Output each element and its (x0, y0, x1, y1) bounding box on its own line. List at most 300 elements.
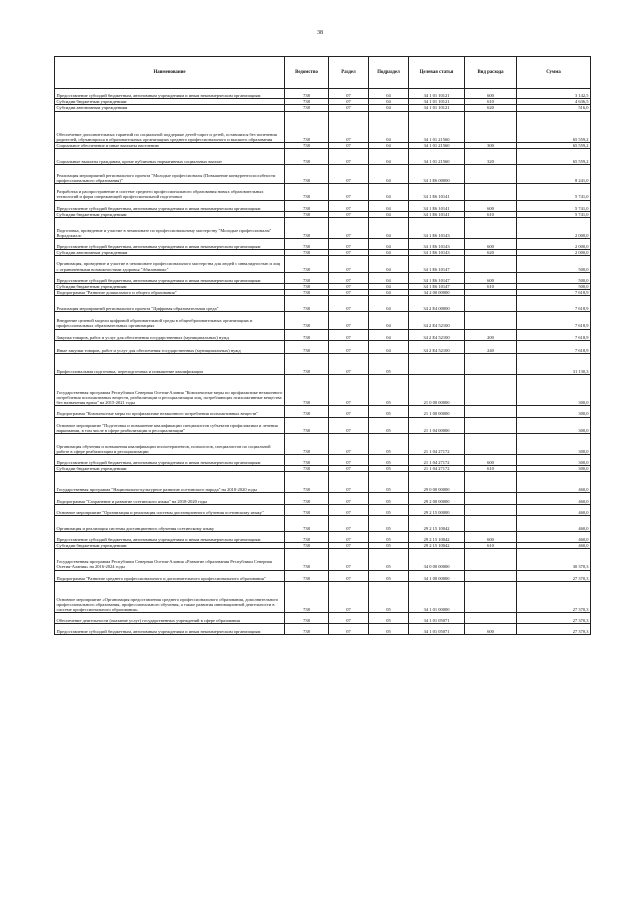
row-department-cell: 738 (285, 375, 329, 406)
row-section-cell: 07 (329, 111, 369, 142)
table-row (55, 165, 591, 184)
row-sum-cell: 8 241,0 (517, 165, 591, 184)
table-row (55, 353, 591, 374)
row-target-article-cell: 34 1 E6 00000 (409, 165, 465, 184)
table-row (55, 504, 591, 515)
row-name-cell: Социальное обеспечение и иные выплаты населению (55, 142, 285, 148)
row-name-cell: Профессиональная подготовка, переподготовка и повышение квалификации (55, 353, 285, 374)
row-name-cell: Подпрограмма "Сохранение и развитие осетинского языка" на 2018-2020 годы (55, 493, 285, 504)
row-target-article-cell: 34 2 00 00000 (409, 290, 465, 296)
row-expense-type-cell: 600 (465, 200, 517, 211)
row-department-cell: 738 (285, 417, 329, 433)
row-sum-cell: 300,0 (517, 406, 591, 417)
row-sum-cell: 30 370,3 (517, 549, 591, 570)
row-name-cell: Субсидии бюджетным учреждениям (55, 99, 285, 105)
row-department-cell: 738 (285, 329, 329, 340)
row-name-cell: Разработка и распространение в системе среднего профессионального образования новых образовательных технологий и форм опережающей профессиональной подготовки (55, 184, 285, 200)
table-row (55, 375, 591, 406)
row-name-cell: Субсидии бюджетным учреждениям (55, 283, 285, 289)
row-expense-type-cell: 610 (465, 211, 517, 217)
row-department-cell: 738 (285, 472, 329, 493)
row-department-cell: 738 (285, 612, 329, 623)
row-department-cell: 738 (285, 142, 329, 148)
row-name-cell: Предоставление субсидий бюджетным, автономным учреждениям и иным некоммерческим организациям (55, 239, 285, 250)
row-target-article-cell: 34 2 E4 52100 (409, 312, 465, 329)
page-number: 38 (317, 30, 323, 36)
row-subsection-cell: 04 (369, 211, 409, 217)
row-sum-cell: 27 370,3 (517, 570, 591, 581)
row-department-cell: 738 (285, 148, 329, 164)
row-department-cell: 738 (285, 165, 329, 184)
row-section-cell: 07 (329, 454, 369, 465)
row-target-article-cell: 34 1 00 00000 (409, 570, 465, 581)
row-subsection-cell: 05 (369, 504, 409, 515)
row-target-article-cell: 34 0 00 00000 (409, 549, 465, 570)
header-name: Наименование (55, 57, 285, 89)
row-name-cell: Субсидии бюджетным учреждениям (55, 466, 285, 472)
row-sum-cell: 27 370,3 (517, 612, 591, 623)
row-target-article-cell (409, 353, 465, 374)
table-row (55, 549, 591, 570)
row-target-article-cell: 21 0 00 00000 (409, 375, 465, 406)
row-department-cell: 738 (285, 624, 329, 635)
row-department-cell: 738 (285, 200, 329, 211)
row-department-cell: 738 (285, 433, 329, 454)
row-department-cell: 738 (285, 532, 329, 543)
row-sum-cell: 300,0 (517, 375, 591, 406)
row-department-cell: 738 (285, 184, 329, 200)
row-sum-cell: 460,0 (517, 493, 591, 504)
row-name-cell: Организация и реализация системы дистанционного обучения осетинскому языку (55, 515, 285, 531)
row-section-cell: 07 (329, 142, 369, 148)
table-row (55, 89, 591, 99)
row-department-cell: 738 (285, 89, 329, 99)
row-target-article-cell: 34 1 E6 10141 (409, 184, 465, 200)
row-section-cell: 07 (329, 493, 369, 504)
row-department-cell: 738 (285, 581, 329, 612)
row-subsection-cell: 04 (369, 250, 409, 256)
row-department-cell: 738 (285, 99, 329, 105)
table-row (55, 296, 591, 312)
row-expense-type-cell: 300 (465, 142, 517, 148)
row-target-article-cell: 34 1 E6 10143 (409, 217, 465, 238)
row-department-cell: 738 (285, 217, 329, 238)
row-department-cell: 738 (285, 340, 329, 353)
row-name-cell: Государственная программа Республики Северная Осетия-Алания "Комплексные меры по профилактике незаконного потребления психоактивных веществ, реабилитации и ресоциализации лиц, потребляющих психоактивные вещества без назначения врача" на 2015-2021 годы (55, 375, 285, 406)
table-row (55, 570, 591, 581)
row-expense-type-cell (465, 217, 517, 238)
row-section-cell: 07 (329, 200, 369, 211)
row-section-cell: 07 (329, 504, 369, 515)
row-subsection-cell: 05 (369, 454, 409, 465)
row-target-article-cell: 29 2 15 10042 (409, 515, 465, 531)
row-target-article-cell: 21 1 04 27172 (409, 454, 465, 465)
row-subsection-cell: 04 (369, 312, 409, 329)
row-section-cell: 07 (329, 296, 369, 312)
row-expense-type-cell (465, 353, 517, 374)
budget-table (54, 56, 591, 635)
table-row (55, 472, 591, 493)
row-sum-cell: 300,0 (517, 466, 591, 472)
row-name-cell: Организация, проведение и участие в чемпионате профессионального мастерства для людей с инвалидностью и лиц с ограниченными возможностями здоровья "Абилимпикс" (55, 256, 285, 272)
row-department-cell: 738 (285, 272, 329, 283)
row-target-article-cell: 34 2 E4 00000 (409, 296, 465, 312)
row-expense-type-cell (465, 184, 517, 200)
row-subsection-cell: 05 (369, 417, 409, 433)
row-section-cell: 07 (329, 581, 369, 612)
row-section-cell: 07 (329, 250, 369, 256)
row-sum-cell: 7 618,9 (517, 296, 591, 312)
row-sum-cell: 500,0 (517, 272, 591, 283)
row-subsection-cell: 05 (369, 624, 409, 635)
row-section-cell: 07 (329, 532, 369, 543)
row-sum-cell: 3 142,5 (517, 89, 591, 99)
row-subsection-cell: 04 (369, 290, 409, 296)
row-section-cell: 07 (329, 184, 369, 200)
row-department-cell: 738 (285, 250, 329, 256)
row-sum-cell: 7 618,9 (517, 329, 591, 340)
table-row (55, 184, 591, 200)
row-department-cell: 738 (285, 466, 329, 472)
row-section-cell: 07 (329, 515, 369, 531)
row-section-cell: 07 (329, 340, 369, 353)
row-sum-cell: 65 559,2 (517, 111, 591, 142)
row-subsection-cell: 05 (369, 375, 409, 406)
row-name-cell: Подпрограмма "Комплексные меры по профилактике незаконного потребления психоактивных веществ" (55, 406, 285, 417)
row-target-article-cell: 34 1 01 00000 (409, 581, 465, 612)
row-department-cell: 738 (285, 256, 329, 272)
row-name-cell: Предоставление субсидий бюджетным, автономным учреждениям и иным некоммерческим организациям (55, 200, 285, 211)
row-target-article-cell: 34 1 01 10121 (409, 89, 465, 99)
table-row (55, 148, 591, 164)
row-name-cell: Внедрение целевой модели цифровой образовательной среды в общеобразовательных организациях и профессиональных образовательных организациях (55, 312, 285, 329)
row-name-cell: Субсидии бюджетным учреждениям (55, 211, 285, 217)
row-expense-type-cell (465, 515, 517, 531)
row-subsection-cell: 04 (369, 256, 409, 272)
row-sum-cell: 2 000,0 (517, 239, 591, 250)
row-section-cell: 07 (329, 99, 369, 105)
row-section-cell: 07 (329, 406, 369, 417)
row-section-cell: 07 (329, 256, 369, 272)
row-name-cell: Обеспечение дополнительных гарантий по социальной поддержке детей-сирот и детей, оставшихся без попечения родителей, обучающихся в образовательных организациях среднего профессионального и высшего образования (55, 111, 285, 142)
row-expense-type-cell (465, 570, 517, 581)
row-expense-type-cell: 600 (465, 272, 517, 283)
table-row (55, 417, 591, 433)
row-expense-type-cell (465, 612, 517, 623)
header-department: Ведомство (285, 57, 329, 89)
row-subsection-cell: 05 (369, 543, 409, 549)
row-section-cell: 07 (329, 466, 369, 472)
row-name-cell: Обеспечение деятельности (оказание услуг) государственных учреждений в сфере образования (55, 612, 285, 623)
row-expense-type-cell: 600 (465, 624, 517, 635)
row-subsection-cell: 04 (369, 296, 409, 312)
row-target-article-cell: 34 1 01 21560 (409, 142, 465, 148)
row-expense-type-cell: 320 (465, 148, 517, 164)
row-section-cell: 07 (329, 290, 369, 296)
row-expense-type-cell (465, 375, 517, 406)
row-expense-type-cell (465, 296, 517, 312)
row-sum-cell: 4 636,5 (517, 99, 591, 105)
row-department-cell: 738 (285, 211, 329, 217)
row-subsection-cell: 04 (369, 272, 409, 283)
row-department-cell: 738 (285, 543, 329, 549)
header-expense-type: Вид расхода (465, 57, 517, 89)
row-subsection-cell: 04 (369, 239, 409, 250)
row-expense-type-cell (465, 581, 517, 612)
row-section-cell: 07 (329, 283, 369, 289)
row-subsection-cell: 05 (369, 466, 409, 472)
row-name-cell: Государственная программа "Национально-культурное развитие осетинского народа" на 2018-2020 годы (55, 472, 285, 493)
row-target-article-cell: 29 2 15 10042 (409, 532, 465, 543)
row-department-cell: 738 (285, 570, 329, 581)
row-subsection-cell: 04 (369, 142, 409, 148)
row-subsection-cell: 04 (369, 148, 409, 164)
row-name-cell: Основное мероприятие "Подготовка и повышение квалификации специалистов субъектов профилактики и лечения наркомании, в том числе в сфере реабилитации и ресоциализации" (55, 417, 285, 433)
row-sum-cell: 300,0 (517, 433, 591, 454)
row-expense-type-cell: 610 (465, 283, 517, 289)
table-row (55, 515, 591, 531)
row-sum-cell: 300,0 (517, 417, 591, 433)
row-target-article-cell: 34 1 E6 10143 (409, 239, 465, 250)
table-row (55, 272, 591, 283)
row-sum-cell: 31 130,3 (517, 353, 591, 374)
table-row (55, 340, 591, 353)
row-section-cell: 07 (329, 612, 369, 623)
row-expense-type-cell (465, 111, 517, 142)
table-row (55, 624, 591, 635)
row-target-article-cell: 29 2 15 10042 (409, 543, 465, 549)
row-department-cell: 738 (285, 504, 329, 515)
row-expense-type-cell (465, 504, 517, 515)
table-row (55, 256, 591, 272)
row-subsection-cell: 04 (369, 165, 409, 184)
row-target-article-cell: 34 1 01 21560 (409, 148, 465, 164)
row-name-cell: Предоставление субсидий бюджетным, автономным учреждениям и иным некоммерческим организациям (55, 89, 285, 99)
row-name-cell: Предоставление субсидий бюджетным, автономным учреждениям и иным некоммерческим организациям (55, 454, 285, 465)
row-sum-cell: 460,0 (517, 532, 591, 543)
row-sum-cell: 460,0 (517, 472, 591, 493)
row-sum-cell: 2 000,0 (517, 250, 591, 256)
header-target-article: Целевая статья (409, 57, 465, 89)
row-section-cell: 07 (329, 105, 369, 111)
row-name-cell: Субсидии автономным учреждениям (55, 250, 285, 256)
row-expense-type-cell (465, 417, 517, 433)
row-target-article-cell: 34 1 E6 10143 (409, 250, 465, 256)
row-department-cell: 738 (285, 296, 329, 312)
row-expense-type-cell: 200 (465, 329, 517, 340)
row-target-article-cell: 34 1 01 21560 (409, 111, 465, 142)
row-subsection-cell: 04 (369, 283, 409, 289)
row-target-article-cell: 29 0 00 00000 (409, 472, 465, 493)
row-name-cell: Реализация мероприятий регионального проекта "Молодые профессионалы (Повышение конкурентоспособности профессионального образования)" (55, 165, 285, 184)
row-target-article-cell: 34 1 01 10121 (409, 99, 465, 105)
row-expense-type-cell: 610 (465, 466, 517, 472)
row-section-cell: 07 (329, 148, 369, 164)
row-subsection-cell: 05 (369, 532, 409, 543)
row-expense-type-cell (465, 433, 517, 454)
row-department-cell: 738 (285, 290, 329, 296)
row-name-cell: Организация обучения и повышения квалификации психотерапевтов, психологов, специалистов по социальной работе в сфере реабилитации и ресоциализации (55, 433, 285, 454)
row-target-article-cell: 34 1 01 05071 (409, 612, 465, 623)
row-department-cell: 738 (285, 493, 329, 504)
row-target-article-cell: 34 1 E6 10141 (409, 200, 465, 211)
row-expense-type-cell: 600 (465, 454, 517, 465)
row-section-cell: 07 (329, 353, 369, 374)
row-name-cell: Подпрограмма "Развитие дошкольного и общего образования" (55, 290, 285, 296)
row-name-cell: Субсидии бюджетным учреждениям (55, 543, 285, 549)
row-sum-cell: 5 741,0 (517, 211, 591, 217)
row-subsection-cell: 05 (369, 472, 409, 493)
row-subsection-cell: 04 (369, 340, 409, 353)
row-expense-type-cell: 610 (465, 99, 517, 105)
row-section-cell: 07 (329, 239, 369, 250)
row-name-cell: Предоставление субсидий бюджетным, автономным учреждениям и иным некоммерческим организациям (55, 532, 285, 543)
row-section-cell: 07 (329, 329, 369, 340)
row-section-cell: 07 (329, 417, 369, 433)
row-expense-type-cell (465, 256, 517, 272)
row-subsection-cell: 05 (369, 581, 409, 612)
row-subsection-cell: 04 (369, 105, 409, 111)
row-target-article-cell: 34 1 01 10121 (409, 105, 465, 111)
row-section-cell: 07 (329, 472, 369, 493)
row-name-cell: Основное мероприятие "Организация и реализация системы дистанционного обучения осетинскому языку" (55, 504, 285, 515)
row-target-article-cell: 29 2 15 00000 (409, 504, 465, 515)
row-section-cell: 07 (329, 272, 369, 283)
row-expense-type-cell (465, 406, 517, 417)
row-target-article-cell: 34 1 E6 10141 (409, 211, 465, 217)
table-row (55, 329, 591, 340)
header-subsection: Подраздел (369, 57, 409, 89)
row-section-cell: 07 (329, 312, 369, 329)
row-sum-cell: 300,0 (517, 454, 591, 465)
row-subsection-cell: 04 (369, 99, 409, 105)
row-name-cell: Основное мероприятие «Организация предоставления среднего профессионального образования, дополнительного профессионального образования, профессионального обучения, а также развития инновационной деятельности в системе профессионального образования» (55, 581, 285, 612)
row-section-cell: 07 (329, 165, 369, 184)
row-sum-cell: 460,0 (517, 543, 591, 549)
row-name-cell: Предоставление субсидий бюджетным, автономным учреждениям и иным некоммерческим организациям (55, 272, 285, 283)
row-department-cell: 738 (285, 406, 329, 417)
row-name-cell: Субсидии автономным учреждениям (55, 105, 285, 111)
row-department-cell: 738 (285, 283, 329, 289)
row-section-cell: 07 (329, 433, 369, 454)
row-subsection-cell: 05 (369, 406, 409, 417)
row-department-cell: 738 (285, 353, 329, 374)
row-expense-type-cell: 600 (465, 89, 517, 99)
row-target-article-cell: 21 1 00 00000 (409, 406, 465, 417)
table-row (55, 532, 591, 543)
row-expense-type-cell (465, 165, 517, 184)
table-row (55, 200, 591, 211)
table-row (55, 612, 591, 623)
row-expense-type-cell (465, 312, 517, 329)
row-expense-type-cell: 610 (465, 543, 517, 549)
row-subsection-cell: 04 (369, 111, 409, 142)
row-subsection-cell: 05 (369, 549, 409, 570)
table-row (55, 239, 591, 250)
row-sum-cell: 5 741,0 (517, 184, 591, 200)
row-name-cell: Государственная программа Республики Северная Осетия-Алания «Развитие образования Республики Северная Осетия-Алания» на 2016-2024 годы (55, 549, 285, 570)
row-section-cell: 07 (329, 549, 369, 570)
row-department-cell: 738 (285, 312, 329, 329)
table-row (55, 454, 591, 465)
header-section: Раздел (329, 57, 369, 89)
row-department-cell: 738 (285, 111, 329, 142)
row-target-article-cell: 34 2 E4 52100 (409, 340, 465, 353)
row-target-article-cell: 21 1 04 00000 (409, 417, 465, 433)
row-section-cell: 07 (329, 89, 369, 99)
row-sum-cell: 460,0 (517, 515, 591, 531)
row-target-article-cell: 34 1 E6 10147 (409, 272, 465, 283)
row-expense-type-cell: 620 (465, 105, 517, 111)
row-section-cell: 07 (329, 217, 369, 238)
table-row (55, 111, 591, 142)
row-name-cell: Иные закупки товаров, работ и услуг для обеспечения государственных (муниципальных) нужд (55, 340, 285, 353)
row-expense-type-cell: 600 (465, 532, 517, 543)
row-target-article-cell: 34 1 01 05071 (409, 624, 465, 635)
table-header-row (55, 57, 591, 89)
row-target-article-cell: 34 1 E6 10147 (409, 256, 465, 272)
row-target-article-cell: 34 1 E6 10147 (409, 283, 465, 289)
row-subsection-cell: 05 (369, 353, 409, 374)
row-sum-cell: 5 741,0 (517, 200, 591, 211)
row-subsection-cell: 04 (369, 217, 409, 238)
row-sum-cell: 65 559,2 (517, 148, 591, 164)
table-row (55, 312, 591, 329)
row-section-cell: 07 (329, 624, 369, 635)
row-target-article-cell: 21 1 04 27172 (409, 433, 465, 454)
row-subsection-cell: 04 (369, 329, 409, 340)
row-expense-type-cell: 600 (465, 239, 517, 250)
row-sum-cell: 7 618,9 (517, 312, 591, 329)
row-sum-cell: 460,0 (517, 504, 591, 515)
row-expense-type-cell: 620 (465, 250, 517, 256)
row-department-cell: 738 (285, 239, 329, 250)
row-name-cell: Социальные выплаты гражданам, кроме публичных нормативных социальных выплат (55, 148, 285, 164)
row-section-cell: 07 (329, 211, 369, 217)
header-sum: Сумма (517, 57, 591, 89)
table-row (55, 406, 591, 417)
row-sum-cell: 500,0 (517, 256, 591, 272)
row-name-cell: Закупка товаров, работ и услуг для обеспечения государственных (муниципальных) нужд (55, 329, 285, 340)
row-expense-type-cell (465, 472, 517, 493)
row-name-cell: Реализация мероприятий регионального проекта "Цифровая образовательная среда" (55, 296, 285, 312)
row-subsection-cell: 05 (369, 433, 409, 454)
row-name-cell: Подготовка, проведение и участие в чемпионате по профессиональному мастерству "Молодые профессионалы" Ворлдскиллс (55, 217, 285, 238)
table-row (55, 217, 591, 238)
row-subsection-cell: 05 (369, 570, 409, 581)
row-sum-cell: 500,0 (517, 283, 591, 289)
row-sum-cell: 27 370,3 (517, 581, 591, 612)
row-name-cell: Предоставление субсидий бюджетным, автономным учреждениям и иным некоммерческим организациям (55, 624, 285, 635)
row-section-cell: 07 (329, 570, 369, 581)
row-subsection-cell: 04 (369, 89, 409, 99)
row-expense-type-cell (465, 549, 517, 570)
row-section-cell: 07 (329, 375, 369, 406)
row-target-article-cell: 34 2 E4 52100 (409, 329, 465, 340)
row-subsection-cell: 05 (369, 515, 409, 531)
row-target-article-cell: 29 2 00 00000 (409, 493, 465, 504)
row-sum-cell: 7 618,9 (517, 290, 591, 296)
table-row (55, 433, 591, 454)
row-target-article-cell: 21 1 04 27172 (409, 466, 465, 472)
row-subsection-cell: 05 (369, 612, 409, 623)
row-sum-cell: 2 000,0 (517, 217, 591, 238)
row-expense-type-cell (465, 493, 517, 504)
row-sum-cell: 27 370,3 (517, 624, 591, 635)
row-department-cell: 738 (285, 454, 329, 465)
table-row (55, 581, 591, 612)
table-row (55, 493, 591, 504)
